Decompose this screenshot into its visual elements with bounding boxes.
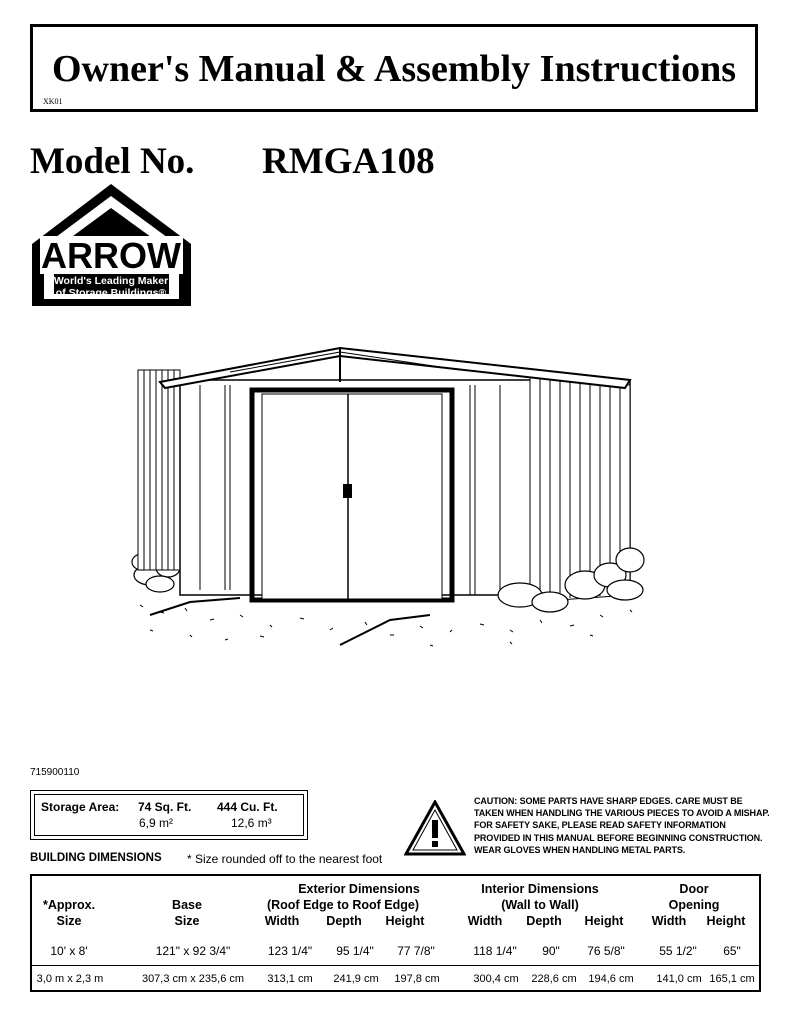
table-row-divider [32,965,759,966]
storage-area-box [30,790,308,840]
manual-title: Owner's Manual & Assembly Instructions [51,48,737,90]
title-box [30,24,758,112]
header-base: Base [172,898,202,912]
model-number: RMGA108 [262,141,435,182]
header-door-height: Height [706,914,746,928]
header-int-height: Height [584,914,624,928]
logo-tagline-2: of Storage Buildings® [55,287,167,299]
header-approx: *Approx. [42,898,96,912]
header-int-depth: Depth [526,914,562,928]
table-cell: 194,6 cm [588,973,634,985]
header-approx-size: Size [56,914,82,928]
header-int-width: Width [467,914,503,928]
header-door-width: Width [651,914,687,928]
interior-group-subtitle: (Wall to Wall) [501,898,579,912]
table-cell: 197,8 cm [394,973,440,985]
header-ext-width: Width [264,914,300,928]
table-cell: 77 7/8" [397,944,435,958]
table-cell: 55 1/2" [659,944,697,958]
door-group-subtitle: Opening [668,898,720,912]
table-cell: 165,1 cm [709,973,755,985]
arrow-logo [30,182,193,308]
header-base-size: Size [174,914,200,928]
shed-illustration [130,340,660,652]
model-label: Model No. [30,141,195,182]
table-cell: 65" [723,944,741,958]
table-cell: 10' x 8' [50,944,88,958]
storage-cu-m: 12,6 m³ [231,816,272,830]
header-ext-height: Height [385,914,425,928]
interior-group-title: Interior Dimensions [481,882,599,896]
part-number: 715900110 [30,767,80,778]
header-ext-depth: Depth [326,914,362,928]
table-cell: 307,3 cm x 235,6 cm [141,973,245,985]
table-cell: 313,1 cm [267,973,313,985]
caution-text: CAUTION: SOME PARTS HAVE SHARP EDGES. CARE MUST BE TAKEN WHEN HANDLING THE VARIOUS PIECES TO AVOID A MISHAP. FOR SAFETY SAKE, PLEASE READ SAFETY INFORMATION PROVIDED IN THIS MANUAL BEFORE BEGINNING CONSTRUCTION. WEAR GLOVES WHEN HANDLING METAL PARTS. [474,796,770,855]
table-cell: 95 1/4" [336,944,374,958]
building-dimensions-heading: BUILDING DIMENSIONS [30,852,162,864]
table-cell: 300,4 cm [473,973,519,985]
table-cell: 118 1/4" [473,944,517,958]
exterior-group-title: Exterior Dimensions [298,882,420,896]
door-group-title: Door [679,882,709,896]
table-cell: 121" x 92 3/4" [155,944,231,958]
table-cell: 90" [542,944,560,958]
table-cell: 228,6 cm [531,973,577,985]
logo-brand: ARROW [41,235,181,276]
document-code: XK01 [43,97,63,106]
table-cell: 76 5/8" [587,944,625,958]
exterior-group-subtitle: (Roof Edge to Roof Edge) [266,898,420,912]
storage-sq-m: 6,9 m² [139,816,174,830]
storage-area-label: Storage Area: [41,800,120,814]
rounding-note: * Size rounded off to the nearest foot [187,852,383,866]
table-cell: 241,9 cm [333,973,379,985]
dimensions-table [30,874,761,992]
table-cell: 141,0 cm [656,973,702,985]
logo-tagline-1: World's Leading Maker [53,275,169,287]
table-cell: 123 1/4" [267,944,313,958]
warning-triangle-icon [404,800,466,856]
storage-cu-ft: 444 Cu. Ft. [217,800,278,814]
storage-sq-ft: 74 Sq. Ft. [138,800,192,814]
table-cell: 3,0 m x 2,3 m [36,973,104,985]
